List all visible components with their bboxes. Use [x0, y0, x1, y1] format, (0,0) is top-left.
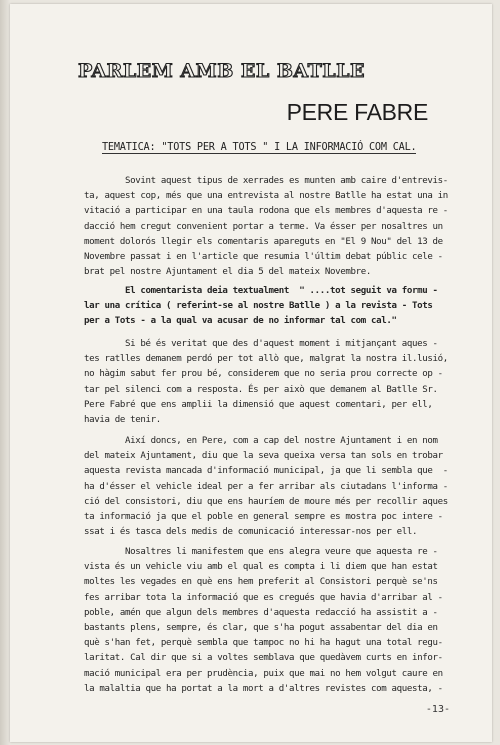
- text-line: no hàgim sabut fer prou bé, considerem que no seria prou correcte op -: [84, 369, 443, 380]
- text-line: laritat. Cal dir que si a voltes semblava que quedàvem curts en infor-: [84, 653, 443, 664]
- text-line: Novembre passat i en l'article que resumia l'últim debat públic cele -: [84, 252, 443, 263]
- text-line: bastants plens, sempre, és clar, que s'ha pogut assabentar del dia en: [84, 623, 438, 634]
- text-line: del mateix Ajuntament, diu que la seva queixa versa tan sols en trobar: [84, 451, 443, 462]
- paragraph-4: [84, 434, 476, 540]
- interviewee-name: PERE FABRE: [286, 99, 428, 125]
- text-line: tar pel silenci com a resposta. És per això que demanem al Batlle Sr.: [84, 384, 438, 395]
- text-line: lar una crítica ( referint-se al nostre Batlle ) a la revista - Tots: [84, 301, 433, 312]
- document-page: [10, 4, 492, 742]
- text-line: dacció hem cregut convenient portar a terme. Va ésser per nosaltres un: [84, 221, 443, 232]
- text-line: ssat i és tasca dels medis de comunicació interessar-nos per ell.: [84, 527, 418, 538]
- text-line: ha d'ésser el vehicle ideal per a fer arribar als ciutadans l'informa -: [84, 481, 448, 492]
- text-line: què s'han fet, perquè sembla que tampoc no hi ha hagut una total regu-: [84, 638, 443, 649]
- text-line: El comentarista deia textualment " ....tot seguit va formu -: [84, 286, 438, 296]
- text-line: poble, amén que algun dels membres d'aquesta redacció ha assistit a -: [84, 607, 438, 618]
- text-line: mació municipal era per prudència, puix que mai no hem volgut caure en: [84, 668, 443, 679]
- text-line: Sovint aquest tipus de xerrades es munten amb caire d'entrevis-: [84, 176, 448, 186]
- text-line: aquesta revista mancada d'informació municipal, ja que li sembla que -: [84, 466, 448, 477]
- text-line: ta informació ja que el poble en general sempre es mostra poc intere -: [84, 512, 443, 523]
- text-line: Nosaltres li manifestem que ens alegra veure que aquesta re -: [84, 547, 438, 557]
- text-line: la malaltia que ha portat a la mort a d'altres revistes com aquesta, -: [84, 683, 443, 694]
- text-line: tes ratlles demanem perdó per tot allò que, malgrat la nostra il.lusió,: [84, 354, 448, 365]
- text-line: brat pel nostre Ajuntament el dia 5 del mateix Novembre.: [84, 267, 371, 278]
- text-line: ta, aquest cop, més que una entrevista al nostre Batlle ha estat una in: [84, 191, 448, 202]
- page-edge: [0, 0, 10, 745]
- text-line: vista és un vehicle viu amb el qual es compta i li diem que han estat: [84, 562, 438, 573]
- paragraph-2: [84, 284, 476, 330]
- text-line: moltes les vegades en què ens hem preferit al Consistori perquè se'ns: [84, 577, 438, 588]
- page-number: -13-: [425, 704, 450, 715]
- article-title: PARLEM AMB EL BATLLE: [78, 60, 365, 82]
- text-line: Pere Fabré que ens amplii la dimensió que aquest comentari, per ell,: [84, 399, 433, 410]
- text-line: Si bé és veritat que des d'aquest moment i mitjançant aques -: [84, 339, 438, 349]
- article-subtitle: TEMATICA: "TOTS PER A TOTS " I LA INFORMACIÓ COM CAL.: [102, 142, 417, 153]
- text-line: Així doncs, en Pere, com a cap del nostre Ajuntament i en nom: [84, 436, 438, 446]
- text-line: vitació a participar en una taula rodona que els membres d'aquesta re -: [84, 206, 448, 217]
- paragraph-3: [84, 337, 476, 428]
- text-line: havia de tenir.: [84, 415, 161, 426]
- text-line: per a Tots - a la qual va acusar de no informar tal com cal.": [84, 316, 397, 327]
- paragraph-1: [84, 174, 476, 280]
- paragraph-5: [84, 545, 476, 697]
- text-line: moment dolorós llegir els comentaris apareguts en "El 9 Nou" del 13 de: [84, 236, 443, 247]
- text-line: ció del consistori, diu que ens hauríem de moure més per recollir aques: [84, 496, 448, 507]
- text-line: fes arribar tota la informació que es cregués que havia d'arribar al -: [84, 592, 443, 603]
